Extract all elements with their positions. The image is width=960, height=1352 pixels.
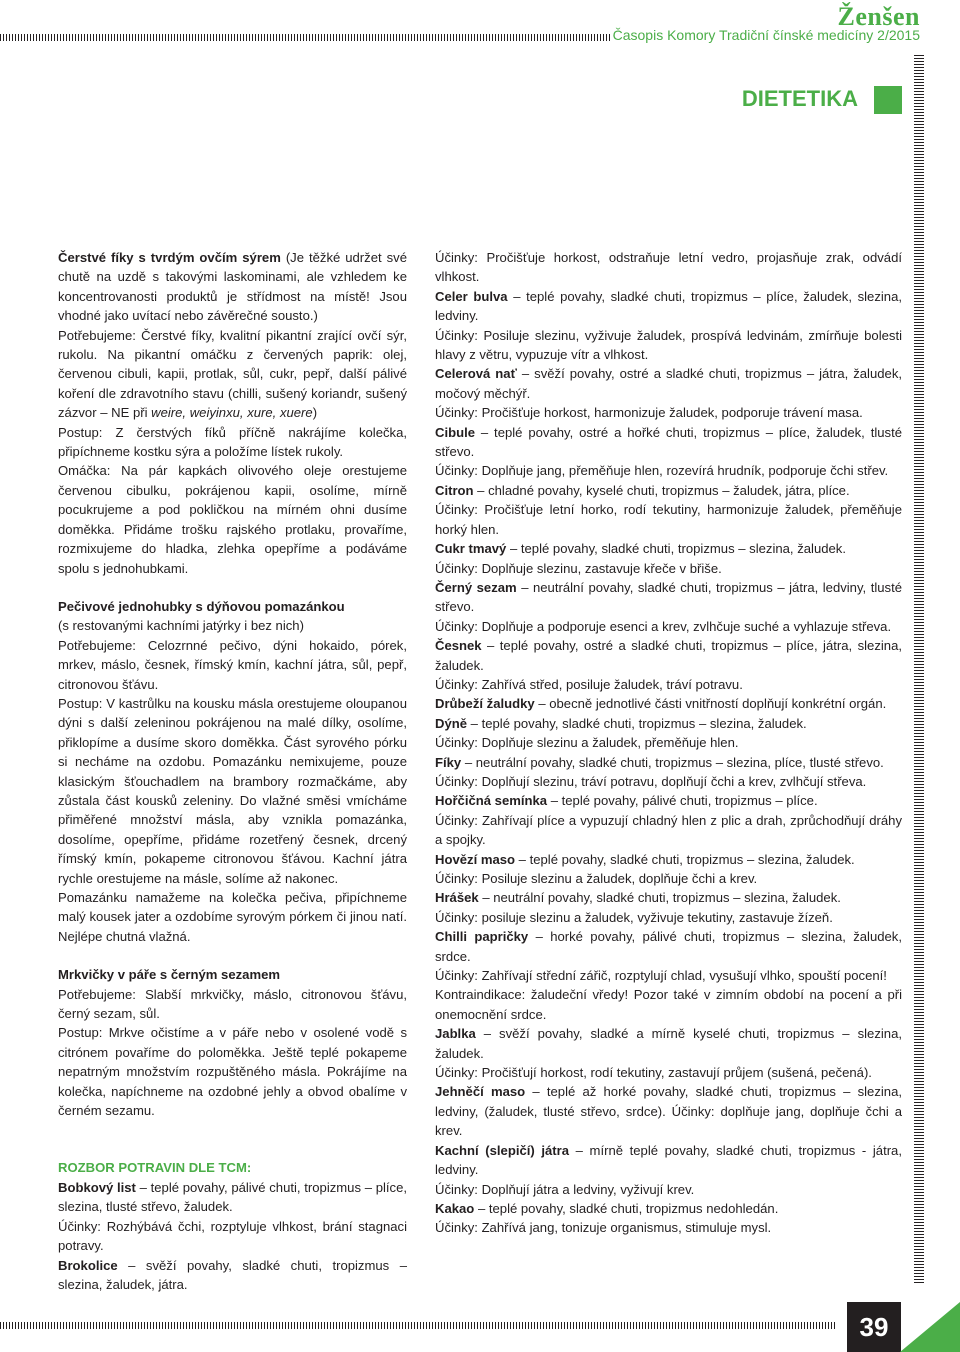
- food-effects: Účinky: Zahřívá jang, tonizuje organismus, stimuluje mysl.: [435, 1220, 772, 1236]
- food-desc: – svěží povahy, sladké a mírně kyselé chuti, tropizmus – slezina, žaludek.: [435, 1026, 902, 1061]
- food-entry-onion: [435, 423, 902, 462]
- food-name: Kakao: [435, 1200, 475, 1216]
- food-entry-bay-leaf: [58, 1178, 407, 1217]
- header-stripe-decoration: [0, 34, 612, 41]
- food-name: Jablka: [435, 1026, 476, 1042]
- figs-ingredients-text: Potřebujeme: Čerstvé fíky, kvalitní pikantní zrající ovčí sýr, rukolu. Na pikantní omáčku z červených paprik: olej, červenou cibuli, kapii, protlak, sůl, cukr, pepř, další pálivé koření dle zdravotního stavu (chilli, sušený koriandr, sušený zázvor – NE při: [58, 327, 407, 421]
- food-name: Hovězí maso: [435, 851, 516, 867]
- food-desc: – teplé povahy, sladké chuti, tropizmus – slezina, žaludek.: [506, 541, 846, 557]
- food-contraindications: Kontraindikace: žaludeční vředy! Pozor také v zimním období na pocení a při onemocnění srdce.: [435, 987, 902, 1022]
- food-name: Chilli papričky: [435, 929, 529, 945]
- canape-serving: Pomazánku namažeme na kolečka pečiva, připíchneme malý kousek jater a ozdobíme syrovým pórkem či jinou natí. Nejlépe chutná vlažná.: [58, 890, 407, 944]
- food-name: Cukr tmavý: [435, 541, 507, 557]
- food-desc: – obecně jednotlivé části vnitřností doplňují konkrétní orgán.: [534, 696, 887, 712]
- food-desc: – chladné povahy, kyselé chuti, tropizmus – žaludek, játra, plíce.: [473, 482, 850, 498]
- food-name: Celerová nať: [435, 366, 517, 382]
- food-desc: – horké povahy, pálivé chuti, tropizmus – slezina, žaludek, srdce.: [435, 929, 902, 964]
- figs-recipe-title: Čerstvé fíky s tvrdým ovčím sýrem: [58, 250, 281, 265]
- carrots-ingredients: Potřebujeme: Slabší mrkvičky, máslo, citronovou šťávu, černý sezam, sůl.: [58, 986, 407, 1022]
- food-desc: – neutrální povahy, sladké chuti, tropizmus – slezina, plíce, tlusté střevo.: [461, 754, 884, 770]
- figs-ingredients: [58, 326, 407, 423]
- food-name: Hořčičná semínka: [435, 793, 548, 809]
- food-effects: Účinky: Doplňují slezinu, tráví potravu, doplňují čchi a krev, zvlhčují střeva.: [435, 773, 867, 789]
- carrots-recipe-title: [58, 965, 407, 984]
- food-desc: – neutrální povahy, sladké chuti, tropizmus – slezina, žaludek.: [478, 890, 841, 906]
- food-effects: Účinky: Doplňují játra a ledviny, vyživují krev.: [435, 1181, 695, 1197]
- canape-title-text: Pečivové jednohubky s dýňovou pomazánkou: [58, 598, 345, 614]
- food-effects: Účinky: Posiluje slezinu a žaludek, doplňuje čchi a krev.: [435, 871, 758, 886]
- brand-title: Ženšen: [837, 2, 920, 31]
- figs-recipe-note: (Je těžké udržet své chutě na uzdě s takovými laskominami, ale vzhledem ke koncentrovanosti produktů je střídmost na místě! Jsou vhodné jako uvítací nebo závěrečné sousto.): [58, 250, 407, 324]
- food-effects: Účinky: Pročišťují horkost, rodí tekutiny, zastavují průjem (sušená, pečená).: [435, 1065, 872, 1081]
- figs-ingredients-end: ): [312, 405, 318, 421]
- page-number: 39: [847, 1302, 901, 1352]
- food-desc: – teplé povahy, ostré a sladké chuti, tropizmus – plíce, játra, slezina, žaludek.: [435, 638, 902, 673]
- food-name: Bobkový list: [58, 1179, 136, 1195]
- food-entry-pumpkin: [435, 714, 902, 733]
- right-column: [435, 248, 902, 1238]
- food-effects-bay-leaf: Účinky: Rozhýbává čchi, rozptyluje vlhkost, brání stagnaci potravy.: [58, 1218, 407, 1254]
- food-desc: – neutrální povahy, sladké chuti, tropizmus – játra, ledviny, tlusté střevo.: [435, 579, 902, 615]
- food-desc: – teplé až horké povahy, sladké chuti, tropizmus – slezina, ledviny, (žaludek, tlusté střevo, srdce). Účinky: doplňuje jang, doplňuje čchi a krev.: [435, 1084, 902, 1139]
- food-effects: Účinky: Zahřívají plíce a vypuzují chladný hlen z plic a drah, zprůchodňují dráhy a spojky.: [435, 812, 902, 848]
- food-name: Kachní (slepičí) játra: [435, 1142, 570, 1158]
- food-entry-figs: [435, 753, 902, 772]
- figs-recipe-intro: [58, 248, 407, 326]
- food-name: Fíky: [435, 754, 462, 770]
- food-desc: – teplé povahy, pálivé chuti, tropizmus – plíce, slezina, tlusté střevo, žaludek.: [58, 1179, 407, 1215]
- food-effects: Účinky: Doplňuje slezinu a žaludek, přeměňuje hlen.: [435, 735, 739, 751]
- food-name: Celer bulva: [435, 288, 508, 304]
- food-entry-liver: [435, 1141, 902, 1180]
- food-effects: Účinky: Zahřívá střed, posiluje žaludek, tráví potravu.: [435, 676, 743, 692]
- food-desc: – teplé povahy, pálivé chuti, tropizmus – plíce.: [547, 793, 818, 809]
- food-desc: – teplé povahy, sladké chuti, tropizmus – plíce, žaludek, slezina, ledviny.: [435, 288, 902, 324]
- food-effects: Účinky: Zahřívají střední zářič, rozptylují chlad, vysušují vlhko, spouští pocení!: [435, 968, 887, 984]
- side-stripe-decoration: [914, 55, 924, 1285]
- figs-sauce: Omáčka: Na pár kapkách olivového oleje orestujeme červenou cibulku, pokrájenou kapii, osolíme, mírně pocukrujeme a pod pokličkou na mírném ohni dusíme doměkka. Přidáme trošku rajského protlaku, provaříme, rozmixujeme do hladka, zlehka opepříme a podáváme spolu s jednohubkami.: [58, 463, 407, 576]
- food-effects: Účinky: Doplňuje jang, přeměňuje hlen, rozevírá hrudník, podporuje čchi střev.: [435, 463, 889, 479]
- food-desc: – svěží povahy, sladké chuti, tropizmus – slezina, žaludek, játra.: [58, 1257, 407, 1292]
- food-entry-lamb: [435, 1082, 902, 1140]
- carrots-title-text: Mrkvičky v páře s černým sezamem: [58, 967, 281, 983]
- food-name: Dýně: [435, 715, 468, 731]
- food-name: Jehněčí maso: [435, 1084, 526, 1100]
- carrots-procedure: Postup: Mrkve očistíme a v páře nebo v osolené vodě s citrónem povaříme do poloměkka. Ještě teplé pokapeme nepatrným množstvím rozpuštěného másla. Pokrájíme na kolečka, napíchneme na ozdobné jehly a obvod obalíme v černém sezamu.: [58, 1025, 407, 1119]
- canape-procedure: Postup: V kastrůlku na kousku másla orestujeme oloupanou dýni s další zeleninou pokrájenou na malé dílky, osolíme, přiklopíme a dusíme skoro doměkka. Část syrového pórku si necháme na ozdobu. Pomazánku nemixujeme, pouze klasickým šťouchadlem na brambory rozmačkáme, aby zůstala část kousků zeleniny. Do vlažné směsi vmícháme přiměřené množství másla, aby vznikla pomazánka, dosolíme, opepříme, přidáme rozetřený česnek, drcený římský kmín, pokapeme citronovou šťávou. Kachní játra rychle orestujeme na másle, solíme až nakonec.: [58, 695, 407, 886]
- food-desc: – teplé povahy, sladké chuti, tropizmus nedohledán.: [474, 1200, 779, 1216]
- section-square-icon: [874, 86, 902, 114]
- food-name: Citron: [435, 482, 474, 498]
- figs-ingredients-italic: weire, weiyinxu, xure, xuere: [151, 405, 313, 421]
- food-effects: Účinky: Doplňuje a podporuje esenci a krev, zvlhčuje suché a vyhlazuje střeva.: [435, 618, 892, 634]
- food-entry-cocoa: [435, 1199, 902, 1218]
- food-entry-black-sesame: [435, 578, 902, 617]
- food-name: Černý sezam: [435, 579, 517, 595]
- food-desc: – teplé povahy, sladké chuti, tropizmus – slezina, žaludek.: [515, 851, 855, 867]
- food-entry-beef: [435, 850, 902, 869]
- journal-title: Časopis Komory Tradiční čínské medicíny 2/2015: [612, 27, 920, 43]
- canape-ingredients: Potřebujeme: Celozrnné pečivo, dýni hokaido, pórek, mrkev, máslo, česnek, římský kmín, kachní játra, sůl, pepř, citronovou šťávu.: [58, 637, 407, 692]
- food-entry-chilli: [435, 927, 902, 966]
- food-effects: Účinky: Posiluje slezinu, vyživuje žaludek, prospívá ledvinám, zmírňuje bolesti hlavy z větru, vypuzuje vítr a vlhkost.: [435, 327, 902, 363]
- food-desc: – mírně teplé povahy, sladké chuti, tropizmus - játra, ledviny.: [435, 1142, 902, 1178]
- food-entry-apples: [435, 1024, 902, 1063]
- food-entry-gizzards: [435, 694, 902, 713]
- food-name: Cibule: [435, 424, 476, 440]
- food-entry-celery-leaves: [435, 364, 902, 403]
- figs-procedure: Postup: Z čerstvých fíků příčně nakrájíme kolečka, připíchneme kostku sýra a položíme lístek rukoly.: [58, 424, 407, 460]
- food-name: Česnek: [435, 638, 482, 654]
- food-desc: – svěží povahy, ostré a sladké chuti, tropizmus – játra, žaludek, močový měchýř.: [435, 366, 902, 401]
- food-name: Drůbeží žaludky: [435, 696, 535, 712]
- food-desc: – teplé povahy, sladké chuti, tropizmus – slezina, žaludek.: [467, 715, 807, 731]
- food-entry-garlic: [435, 636, 902, 675]
- food-entry-celeriac: [435, 287, 902, 326]
- food-entry-broccoli: [58, 1256, 407, 1295]
- food-entry-peas: [435, 888, 902, 907]
- food-effects: Účinky: Pročišťuje letní horko, rodí tekutiny, harmonizuje žaludek, přeměňuje horký hlen.: [435, 502, 902, 537]
- food-entry-lemon: [435, 481, 902, 500]
- footer-stripe-decoration: [0, 1322, 836, 1329]
- food-effects: Účinky: posiluje slezinu a žaludek, vyživuje tekutiny, zastavuje žízeň.: [435, 909, 833, 925]
- left-column: [58, 248, 407, 1294]
- section-title: DIETETIKA: [741, 86, 858, 111]
- food-entry-brown-sugar: [435, 539, 902, 558]
- food-effects-continued: Účinky: Pročišťuje horkost, odstraňuje letní vedro, projasňuje zrak, odvádí vlhkost.: [435, 250, 902, 285]
- food-effects: Účinky: Pročišťuje horkost, harmonizuje žaludek, podporuje trávení masa.: [435, 405, 863, 421]
- food-effects: Účinky: Doplňuje slezinu, zastavuje křeče v břiše.: [435, 560, 722, 576]
- corner-triangle-decoration: [900, 1302, 960, 1352]
- food-desc: – teplé povahy, ostré a hořké chuti, tropizmus – plíce, žaludek, tlusté střevo.: [435, 424, 902, 460]
- canape-recipe-title: [58, 597, 407, 616]
- tcm-analysis-heading: ROZBOR POTRAVIN DLE TCM:: [58, 1160, 252, 1176]
- canape-subtitle: (s restovanými kachními jatýrky i bez nich): [58, 618, 304, 634]
- food-name: Brokolice: [58, 1257, 118, 1273]
- food-name: Hrášek: [435, 890, 479, 906]
- food-entry-mustard-seeds: [435, 791, 902, 810]
